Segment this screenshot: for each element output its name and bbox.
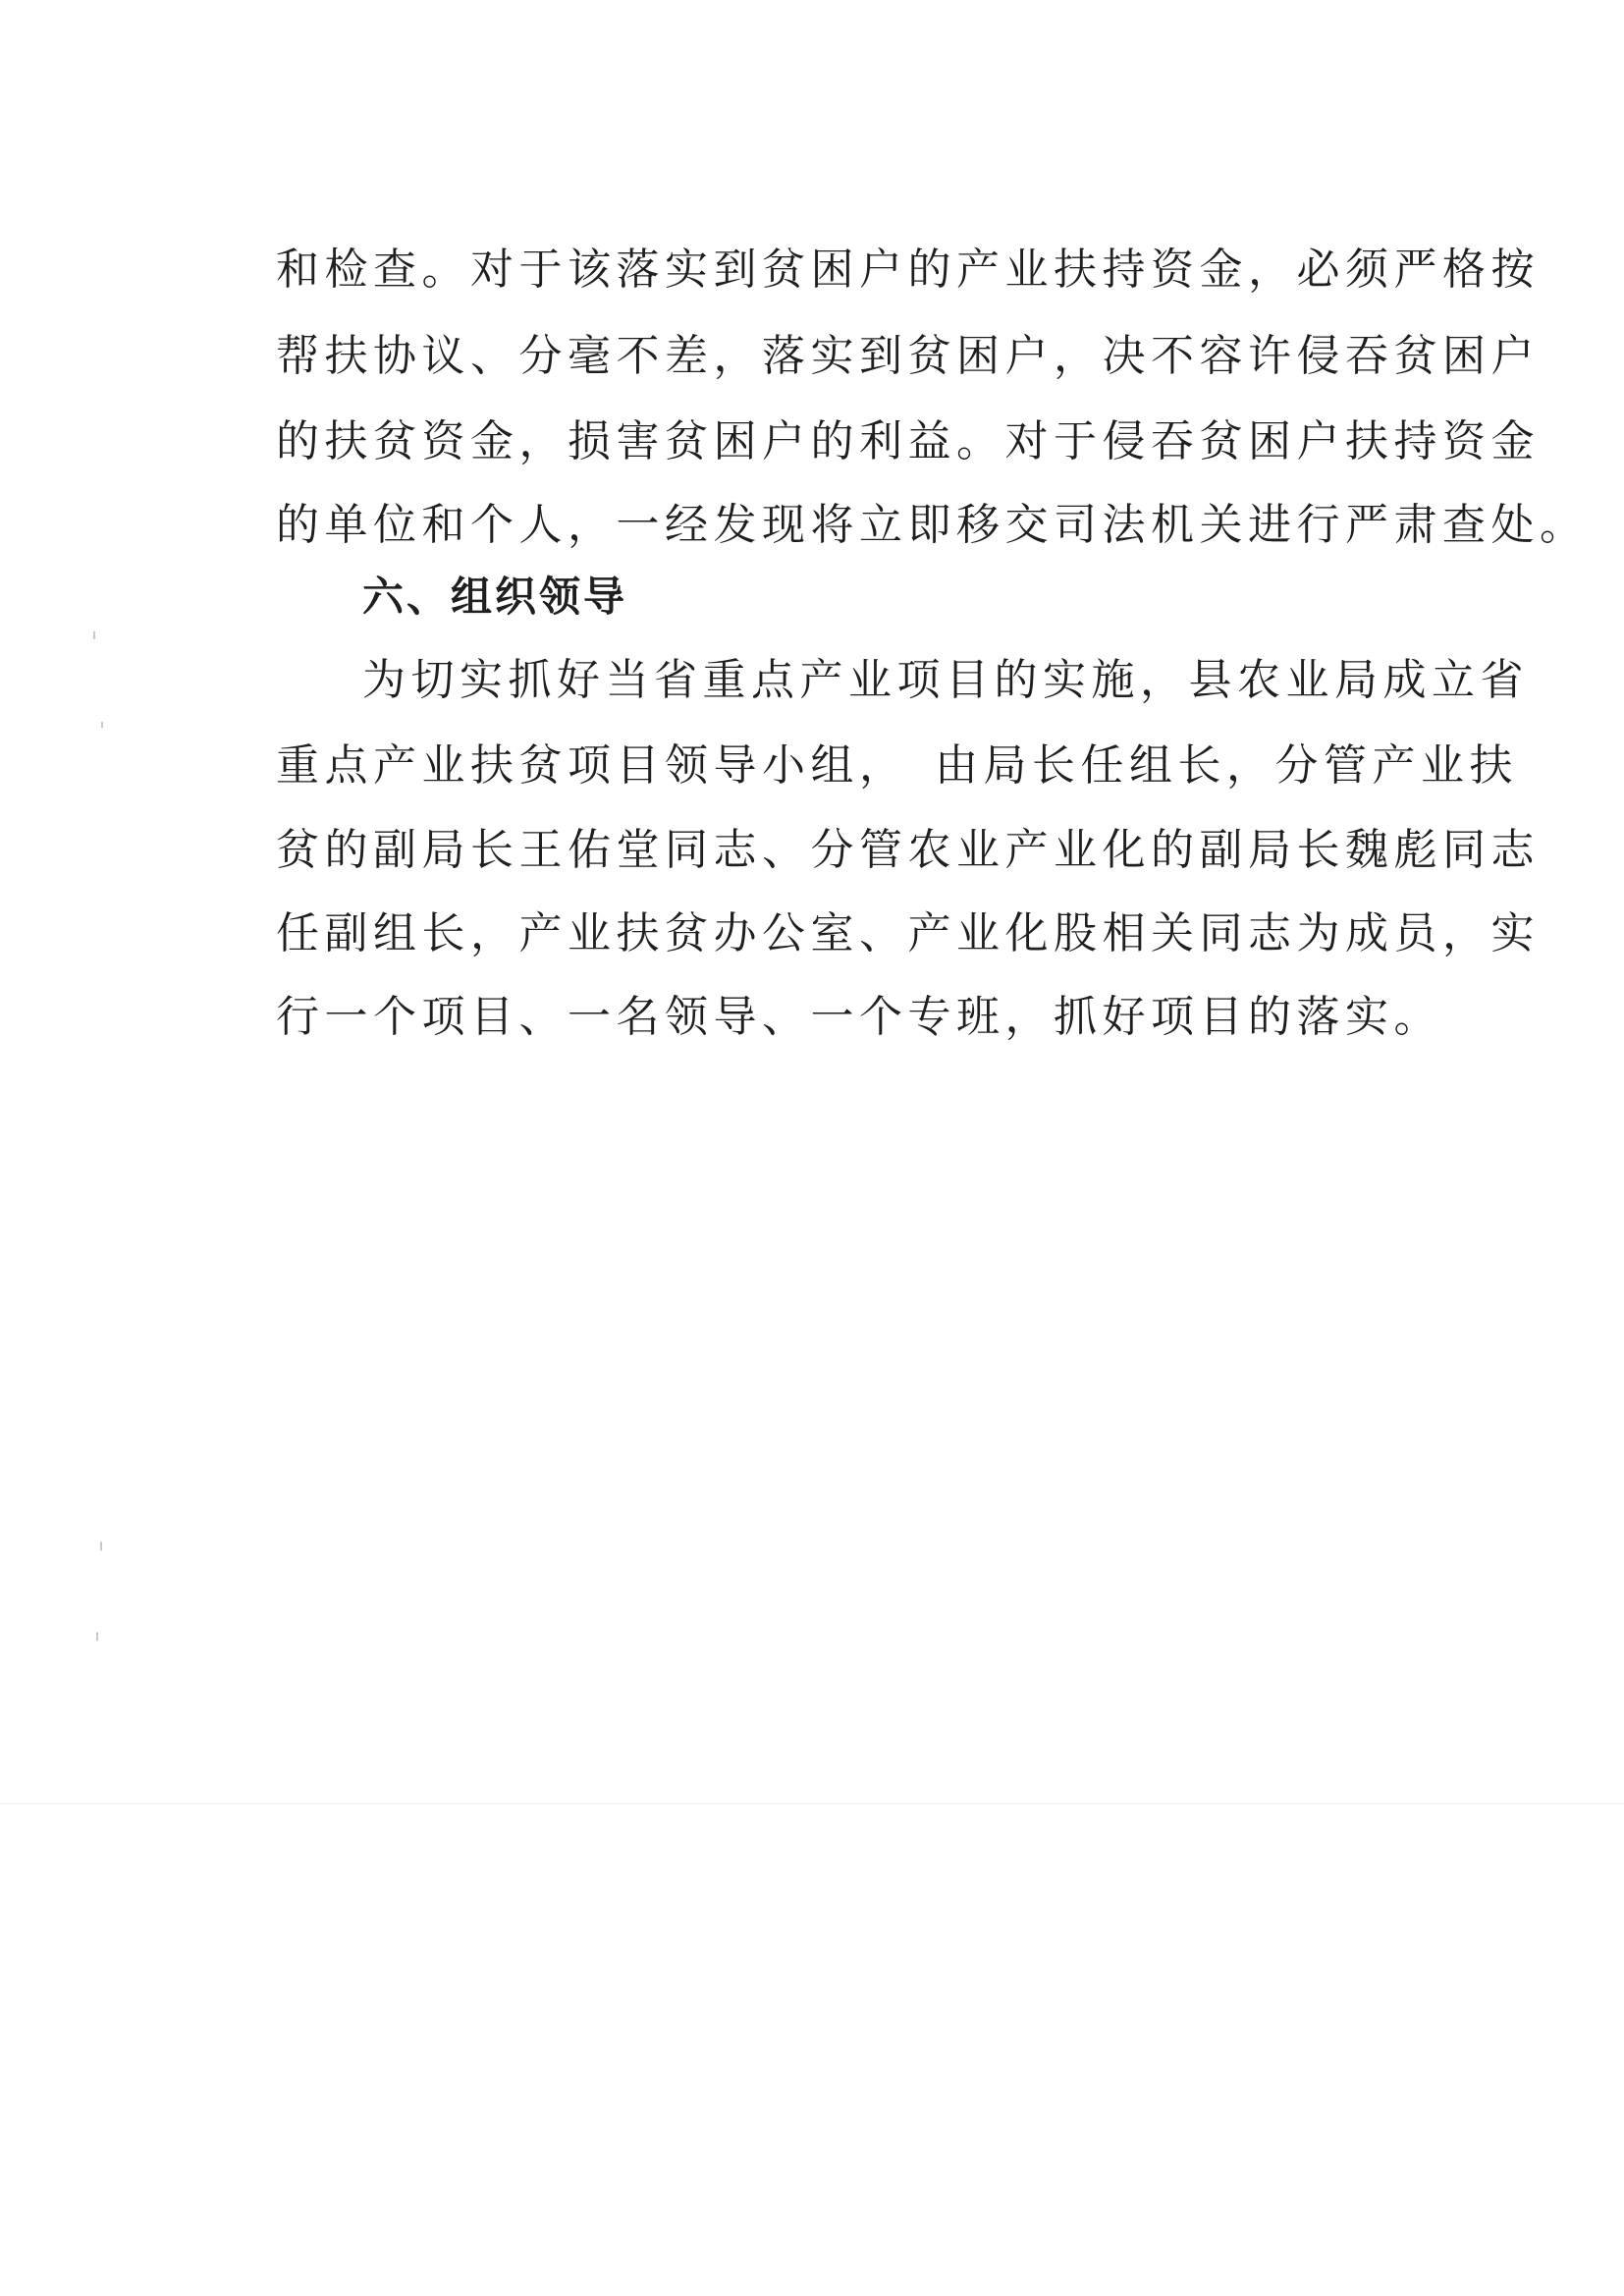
body-text-line: 为切实抓好当省重点产业项目的实施，县农业局成立省	[362, 655, 1529, 705]
body-text-line: 贫的副局长王佑堂同志、分管农业产业化的副局长魏彪同志	[276, 825, 1540, 875]
body-text-line: 帮扶协议、分毫不差，落实到贫困户，决不容许侵吞贫困户	[276, 331, 1540, 381]
body-text-line: 重点产业扶贫项目领导小组， 由局长任组长，分管产业扶	[276, 740, 1518, 791]
body-text-line: 行一个项目、一名领导、一个专班，抓好项目的落实。	[276, 992, 1442, 1042]
body-text-line: 的扶贫资金，损害贫困户的利益。对于侵吞贫困户扶持资金	[276, 416, 1540, 466]
scan-artifact	[101, 722, 103, 728]
scan-artifact-rule	[0, 1803, 1624, 1804]
scan-artifact	[100, 1542, 102, 1551]
body-text-line: 和检查。对于该落实到贫困户的产业扶持资金，必须严格按	[276, 245, 1540, 295]
body-text-line: 任副组长，产业扶贫办公室、产业化股相关同志为成员，实	[276, 908, 1540, 958]
section-heading: 六、组织领导	[362, 573, 628, 621]
body-text-line: 的单位和个人，一经发现将立即移交司法机关进行严肃查处。	[276, 500, 1589, 550]
scan-artifact	[96, 1632, 98, 1641]
scan-artifact	[93, 631, 95, 639]
